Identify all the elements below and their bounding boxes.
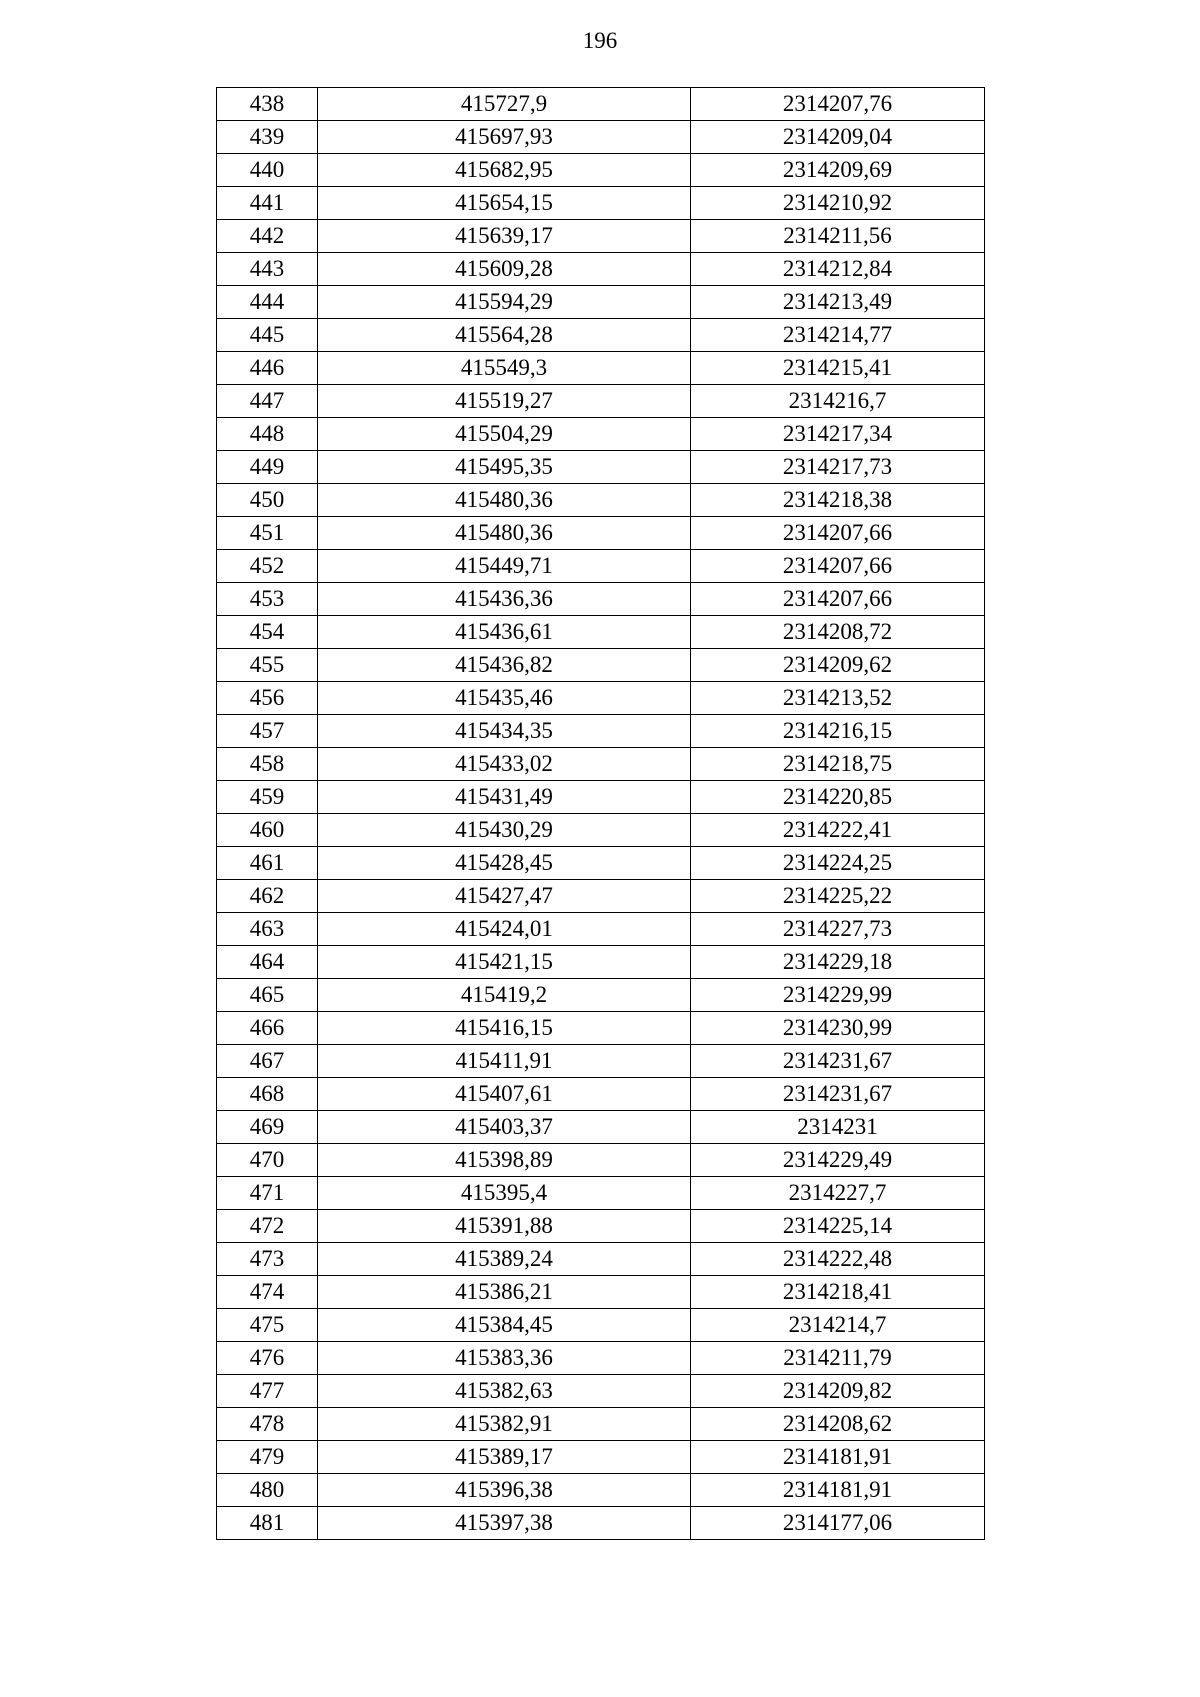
- x-coordinate-cell: 415594,29: [318, 286, 691, 319]
- x-coordinate-cell: 415609,28: [318, 253, 691, 286]
- x-coordinate-cell: 415407,61: [318, 1078, 691, 1111]
- table-row: [217, 715, 985, 748]
- point-number-cell: 452: [217, 550, 318, 583]
- point-number-cell: 445: [217, 319, 318, 352]
- table-row: [217, 1507, 985, 1540]
- x-coordinate-cell: 415480,36: [318, 517, 691, 550]
- y-coordinate-cell: 2314213,52: [691, 682, 985, 715]
- y-coordinate-cell: 2314177,06: [691, 1507, 985, 1540]
- y-coordinate-cell: 2314210,92: [691, 187, 985, 220]
- x-coordinate-cell: 415396,38: [318, 1474, 691, 1507]
- y-coordinate-cell: 2314222,41: [691, 814, 985, 847]
- y-coordinate-cell: 2314216,15: [691, 715, 985, 748]
- x-coordinate-cell: 415430,29: [318, 814, 691, 847]
- x-coordinate-cell: 415727,9: [318, 88, 691, 121]
- y-coordinate-cell: 2314215,41: [691, 352, 985, 385]
- table-row: [217, 1111, 985, 1144]
- table-row: [217, 1078, 985, 1111]
- table-row: [217, 1276, 985, 1309]
- table-row: [217, 451, 985, 484]
- point-number-cell: 463: [217, 913, 318, 946]
- x-coordinate-cell: 415480,36: [318, 484, 691, 517]
- y-coordinate-cell: 2314209,62: [691, 649, 985, 682]
- point-number-cell: 453: [217, 583, 318, 616]
- table-row: [217, 583, 985, 616]
- x-coordinate-cell: 415434,35: [318, 715, 691, 748]
- table-row: [217, 880, 985, 913]
- y-coordinate-cell: 2314207,66: [691, 583, 985, 616]
- y-coordinate-cell: 2314207,76: [691, 88, 985, 121]
- x-coordinate-cell: 415384,45: [318, 1309, 691, 1342]
- table-row: [217, 1243, 985, 1276]
- x-coordinate-cell: 415419,2: [318, 979, 691, 1012]
- point-number-cell: 448: [217, 418, 318, 451]
- table-row: [217, 1408, 985, 1441]
- y-coordinate-cell: 2314220,85: [691, 781, 985, 814]
- y-coordinate-cell: 2314218,75: [691, 748, 985, 781]
- table-row: [217, 616, 985, 649]
- table-row: [217, 121, 985, 154]
- point-number-cell: 451: [217, 517, 318, 550]
- point-number-cell: 455: [217, 649, 318, 682]
- x-coordinate-cell: 415421,15: [318, 946, 691, 979]
- x-coordinate-cell: 415495,35: [318, 451, 691, 484]
- point-number-cell: 439: [217, 121, 318, 154]
- point-number-cell: 473: [217, 1243, 318, 1276]
- x-coordinate-cell: 415397,38: [318, 1507, 691, 1540]
- x-coordinate-cell: 415435,46: [318, 682, 691, 715]
- point-number-cell: 440: [217, 154, 318, 187]
- point-number-cell: 438: [217, 88, 318, 121]
- point-number-cell: 476: [217, 1342, 318, 1375]
- y-coordinate-cell: 2314208,62: [691, 1408, 985, 1441]
- x-coordinate-cell: 415383,36: [318, 1342, 691, 1375]
- table-row: [217, 649, 985, 682]
- y-coordinate-cell: 2314181,91: [691, 1441, 985, 1474]
- table-row: [217, 319, 985, 352]
- y-coordinate-cell: 2314213,49: [691, 286, 985, 319]
- table-row: [217, 1441, 985, 1474]
- table-row: [217, 418, 985, 451]
- point-number-cell: 454: [217, 616, 318, 649]
- table-row: [217, 550, 985, 583]
- table-row: [217, 781, 985, 814]
- table-row: [217, 847, 985, 880]
- x-coordinate-cell: 415436,36: [318, 583, 691, 616]
- x-coordinate-cell: 415436,61: [318, 616, 691, 649]
- y-coordinate-cell: 2314211,79: [691, 1342, 985, 1375]
- x-coordinate-cell: 415504,29: [318, 418, 691, 451]
- point-number-cell: 461: [217, 847, 318, 880]
- point-number-cell: 464: [217, 946, 318, 979]
- point-number-cell: 457: [217, 715, 318, 748]
- table-row: [217, 220, 985, 253]
- point-number-cell: 467: [217, 1045, 318, 1078]
- x-coordinate-cell: 415682,95: [318, 154, 691, 187]
- table-row: [217, 484, 985, 517]
- x-coordinate-cell: 415395,4: [318, 1177, 691, 1210]
- table-row: [217, 913, 985, 946]
- point-number-cell: 478: [217, 1408, 318, 1441]
- x-coordinate-cell: 415519,27: [318, 385, 691, 418]
- x-coordinate-cell: 415391,88: [318, 1210, 691, 1243]
- y-coordinate-cell: 2314211,56: [691, 220, 985, 253]
- y-coordinate-cell: 2314217,73: [691, 451, 985, 484]
- point-number-cell: 458: [217, 748, 318, 781]
- table-row: [217, 1474, 985, 1507]
- point-number-cell: 472: [217, 1210, 318, 1243]
- x-coordinate-cell: 415411,91: [318, 1045, 691, 1078]
- x-coordinate-cell: 415403,37: [318, 1111, 691, 1144]
- y-coordinate-cell: 2314181,91: [691, 1474, 985, 1507]
- x-coordinate-cell: 415416,15: [318, 1012, 691, 1045]
- y-coordinate-cell: 2314208,72: [691, 616, 985, 649]
- x-coordinate-cell: 415382,91: [318, 1408, 691, 1441]
- table-row: [217, 748, 985, 781]
- x-coordinate-cell: 415697,93: [318, 121, 691, 154]
- y-coordinate-cell: 2314214,7: [691, 1309, 985, 1342]
- point-number-cell: 446: [217, 352, 318, 385]
- point-number-cell: 477: [217, 1375, 318, 1408]
- table-row: [217, 1309, 985, 1342]
- y-coordinate-cell: 2314207,66: [691, 517, 985, 550]
- y-coordinate-cell: 2314229,49: [691, 1144, 985, 1177]
- table-row: [217, 1177, 985, 1210]
- point-number-cell: 443: [217, 253, 318, 286]
- point-number-cell: 462: [217, 880, 318, 913]
- x-coordinate-cell: 415382,63: [318, 1375, 691, 1408]
- y-coordinate-cell: 2314209,04: [691, 121, 985, 154]
- y-coordinate-cell: 2314229,99: [691, 979, 985, 1012]
- y-coordinate-cell: 2314209,69: [691, 154, 985, 187]
- x-coordinate-cell: 415449,71: [318, 550, 691, 583]
- x-coordinate-cell: 415386,21: [318, 1276, 691, 1309]
- y-coordinate-cell: 2314227,7: [691, 1177, 985, 1210]
- y-coordinate-cell: 2314216,7: [691, 385, 985, 418]
- table-row: [217, 1375, 985, 1408]
- y-coordinate-cell: 2314218,38: [691, 484, 985, 517]
- x-coordinate-cell: 415428,45: [318, 847, 691, 880]
- point-number-cell: 480: [217, 1474, 318, 1507]
- table-row: [217, 946, 985, 979]
- table-row: [217, 187, 985, 220]
- y-coordinate-cell: 2314209,82: [691, 1375, 985, 1408]
- x-coordinate-cell: 415654,15: [318, 187, 691, 220]
- coordinates-table: [216, 87, 985, 1540]
- table-row: [217, 1342, 985, 1375]
- y-coordinate-cell: 2314229,18: [691, 946, 985, 979]
- x-coordinate-cell: 415436,82: [318, 649, 691, 682]
- y-coordinate-cell: 2314218,41: [691, 1276, 985, 1309]
- table-row: [217, 979, 985, 1012]
- y-coordinate-cell: 2314225,14: [691, 1210, 985, 1243]
- y-coordinate-cell: 2314212,84: [691, 253, 985, 286]
- point-number-cell: 466: [217, 1012, 318, 1045]
- point-number-cell: 475: [217, 1309, 318, 1342]
- point-number-cell: 447: [217, 385, 318, 418]
- x-coordinate-cell: 415639,17: [318, 220, 691, 253]
- point-number-cell: 474: [217, 1276, 318, 1309]
- table-row: [217, 286, 985, 319]
- table-row: [217, 682, 985, 715]
- x-coordinate-cell: 415549,3: [318, 352, 691, 385]
- point-number-cell: 459: [217, 781, 318, 814]
- page-number: 196: [582, 28, 618, 53]
- y-coordinate-cell: 2314231,67: [691, 1045, 985, 1078]
- y-coordinate-cell: 2314227,73: [691, 913, 985, 946]
- point-number-cell: 456: [217, 682, 318, 715]
- x-coordinate-cell: 415398,89: [318, 1144, 691, 1177]
- point-number-cell: 479: [217, 1441, 318, 1474]
- coordinates-table-body: [217, 88, 985, 1540]
- x-coordinate-cell: 415564,28: [318, 319, 691, 352]
- table-row: [217, 517, 985, 550]
- table-row: [217, 814, 985, 847]
- point-number-cell: 470: [217, 1144, 318, 1177]
- y-coordinate-cell: 2314217,34: [691, 418, 985, 451]
- y-coordinate-cell: 2314231,67: [691, 1078, 985, 1111]
- point-number-cell: 471: [217, 1177, 318, 1210]
- x-coordinate-cell: 415433,02: [318, 748, 691, 781]
- y-coordinate-cell: 2314222,48: [691, 1243, 985, 1276]
- x-coordinate-cell: 415431,49: [318, 781, 691, 814]
- table-row: [217, 1144, 985, 1177]
- y-coordinate-cell: 2314231: [691, 1111, 985, 1144]
- y-coordinate-cell: 2314230,99: [691, 1012, 985, 1045]
- table-row: [217, 1045, 985, 1078]
- x-coordinate-cell: 415424,01: [318, 913, 691, 946]
- table-row: [217, 385, 985, 418]
- point-number-cell: 481: [217, 1507, 318, 1540]
- table-row: [217, 1210, 985, 1243]
- point-number-cell: 465: [217, 979, 318, 1012]
- y-coordinate-cell: 2314214,77: [691, 319, 985, 352]
- x-coordinate-cell: 415389,24: [318, 1243, 691, 1276]
- point-number-cell: 460: [217, 814, 318, 847]
- point-number-cell: 469: [217, 1111, 318, 1144]
- y-coordinate-cell: 2314225,22: [691, 880, 985, 913]
- point-number-cell: 468: [217, 1078, 318, 1111]
- table-row: [217, 352, 985, 385]
- table-row: [217, 154, 985, 187]
- x-coordinate-cell: 415389,17: [318, 1441, 691, 1474]
- x-coordinate-cell: 415427,47: [318, 880, 691, 913]
- point-number-cell: 444: [217, 286, 318, 319]
- table-row: [217, 1012, 985, 1045]
- point-number-cell: 449: [217, 451, 318, 484]
- y-coordinate-cell: 2314207,66: [691, 550, 985, 583]
- table-row: [217, 88, 985, 121]
- point-number-cell: 442: [217, 220, 318, 253]
- y-coordinate-cell: 2314224,25: [691, 847, 985, 880]
- table-row: [217, 253, 985, 286]
- point-number-cell: 450: [217, 484, 318, 517]
- point-number-cell: 441: [217, 187, 318, 220]
